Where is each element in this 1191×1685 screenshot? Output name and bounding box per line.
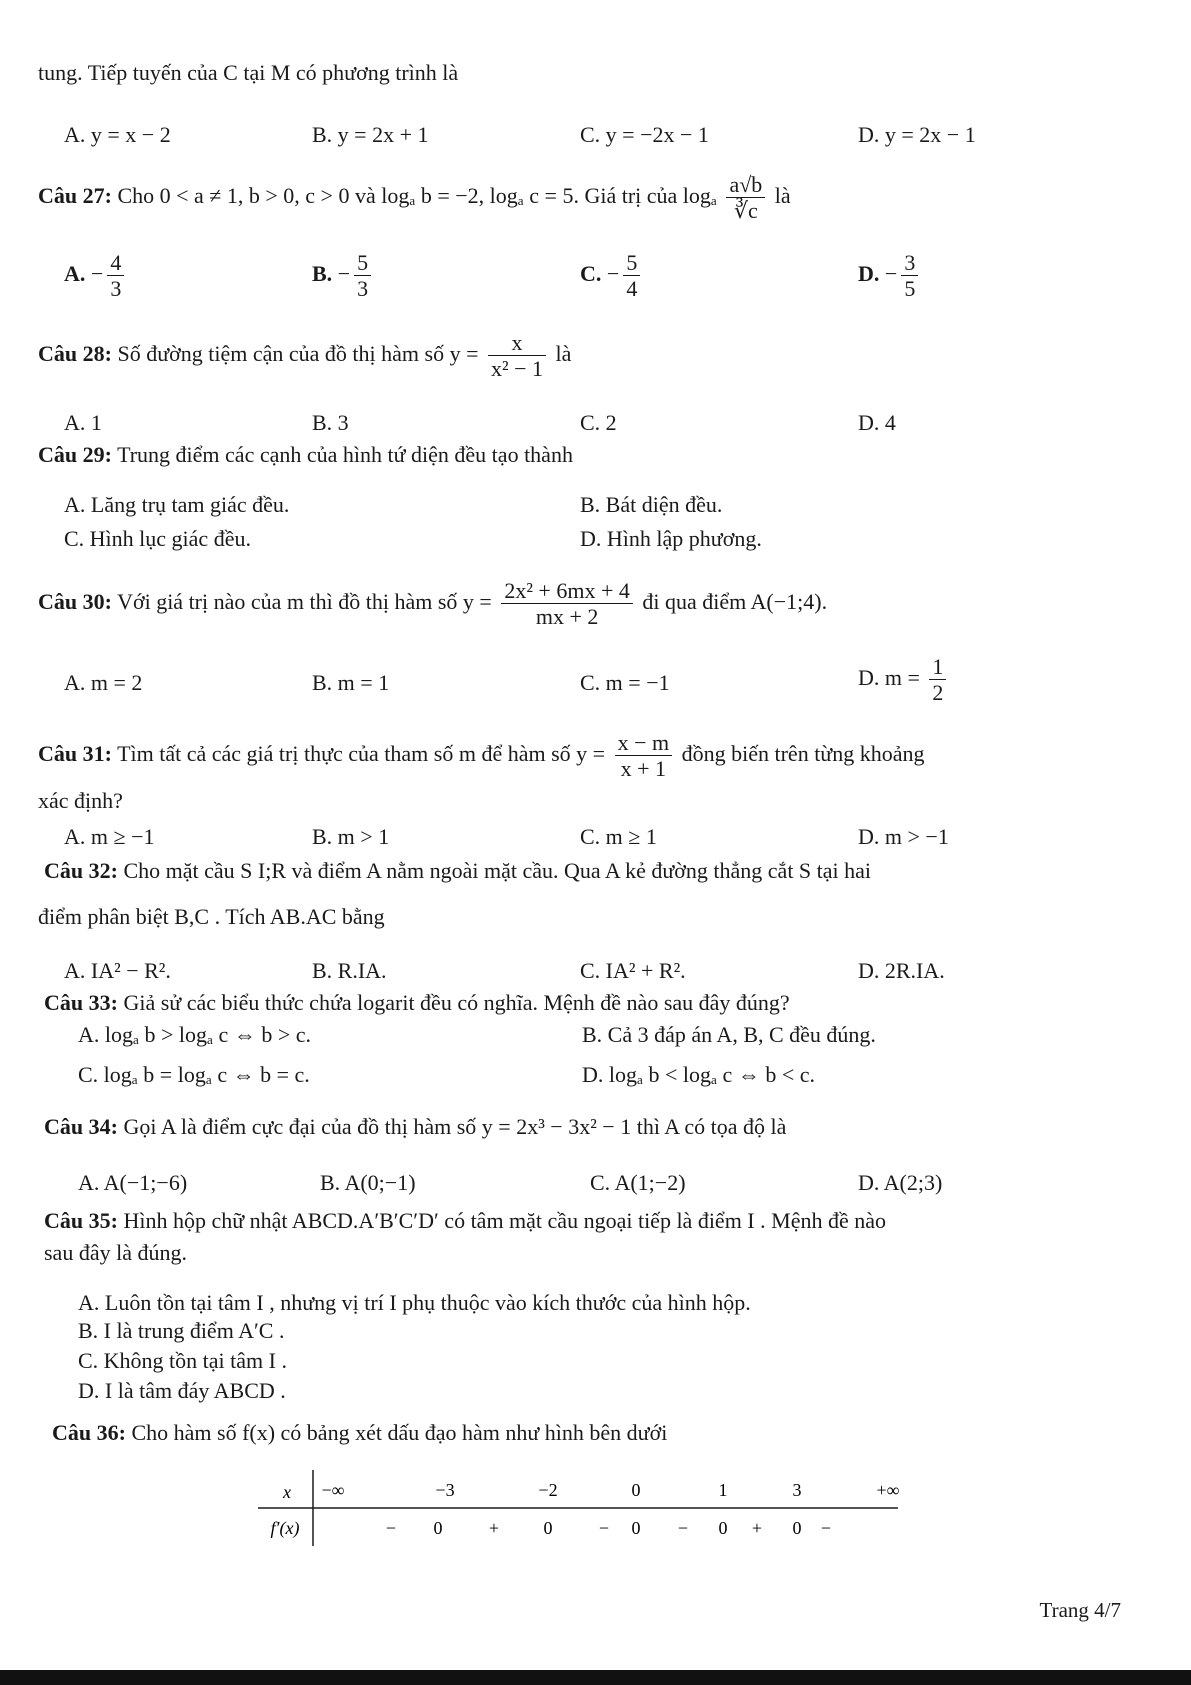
- option-text: B. I là trung điểm A′C .: [78, 1318, 285, 1343]
- fraction: [501, 578, 633, 630]
- option-text: A. m = 2: [64, 670, 143, 695]
- zero-mark: 0: [631, 1518, 641, 1538]
- fraction-denominator: 4: [626, 276, 638, 302]
- option-sign: −: [884, 260, 898, 286]
- page-number: [1040, 1598, 1122, 1623]
- option-letter: C.: [580, 260, 602, 286]
- question-33: [44, 990, 790, 1016]
- question-label: Câu 29:: [38, 442, 112, 467]
- question-text: Cho hàm số f(x) có bảng xét dấu đạo hàm như hình bên dưới: [131, 1420, 668, 1445]
- q31-option-a: [64, 824, 154, 850]
- intro-option-d: [858, 122, 976, 148]
- question-text: Giả sử các biểu thức chứa logarit đều có nghĩa. Mệnh đề nào sau đây đúng?: [123, 990, 790, 1015]
- fraction-denominator: ∛c: [733, 198, 758, 224]
- x-value: 3: [792, 1480, 802, 1500]
- question-31: [38, 730, 925, 782]
- option-text: B. R.IA.: [312, 958, 387, 983]
- option-text: D. y = 2x − 1: [858, 122, 976, 147]
- option-fraction: [354, 250, 371, 302]
- fraction-numerator: 4: [107, 250, 124, 276]
- q32-option-b: [312, 958, 387, 984]
- fraction-numerator: x − m: [615, 730, 673, 756]
- question-text: Với giá trị nào của m thì đồ thị hàm số y =: [117, 588, 492, 614]
- q29-option-a: [64, 492, 289, 518]
- q31-option-b: [312, 824, 389, 850]
- question-label: Câu 28:: [38, 340, 112, 366]
- question-text: Hình hộp chữ nhật ABCD.A′B′C′D′ có tâm mặt cầu ngoại tiếp là điểm I . Mệnh đề nào: [123, 1208, 886, 1233]
- fraction: [615, 730, 673, 782]
- option-text: B. m = 1: [312, 670, 390, 695]
- x-values: [322, 1480, 900, 1500]
- option-text: D. m =: [858, 664, 920, 690]
- option-text: D. I là tâm đáy ABCD .: [78, 1378, 286, 1403]
- q35-option-c: [78, 1348, 287, 1374]
- fraction-numerator: a√b: [726, 172, 765, 198]
- option-text: C. IA² + R².: [580, 958, 686, 983]
- q34-option-b: [320, 1170, 416, 1196]
- option-fraction: [901, 250, 918, 302]
- option-text: D. m > −1: [858, 824, 949, 849]
- option-text: A. IA² − R².: [64, 958, 171, 983]
- q33-option-c: [78, 1062, 310, 1088]
- q28-option-d: [858, 410, 896, 436]
- fraction-denominator: 3: [110, 276, 122, 302]
- q32-option-d: [858, 958, 945, 984]
- question-label: Câu 30:: [38, 588, 112, 614]
- option-letter: D.: [858, 260, 880, 286]
- fraction-denominator: mx + 2: [535, 604, 599, 630]
- q33-option-a: [78, 1022, 311, 1048]
- q27-option-b: [312, 250, 375, 302]
- question-text-end: đồng biến trên từng khoảng: [681, 740, 925, 766]
- question-text: Tìm tất cả các giá trị thực của tham số m để hàm số y =: [117, 740, 606, 766]
- sign-mark: −: [385, 1518, 397, 1538]
- option-text: C. Không tồn tại tâm I .: [78, 1348, 287, 1373]
- q31-option-c: [580, 824, 657, 850]
- fraction-denominator: x² − 1: [490, 356, 543, 382]
- x-value: −2: [538, 1480, 558, 1500]
- option-text: B. Cả 3 đáp án A, B, C đều đúng.: [582, 1022, 876, 1047]
- fraction-numerator: 5: [623, 250, 640, 276]
- intro-text: [38, 60, 458, 86]
- q27-option-d: [858, 250, 922, 302]
- option-text: A. y = x − 2: [64, 122, 171, 147]
- option-text: C. m = −1: [580, 670, 670, 695]
- question-label: Câu 35:: [44, 1208, 118, 1233]
- q30-option-b: [312, 670, 389, 696]
- option-text: A. A(−1;−6): [78, 1170, 188, 1195]
- option-text: A. m ≥ −1: [64, 824, 155, 849]
- option-sign: −: [90, 260, 104, 286]
- q33-option-d: [582, 1062, 815, 1088]
- option-sign: −: [337, 260, 351, 286]
- q28-option-a: [64, 410, 102, 436]
- question-text: sau đây là đúng.: [44, 1240, 187, 1265]
- question-label: Câu 33:: [44, 990, 118, 1015]
- q34-option-d: [858, 1170, 942, 1196]
- zero-mark: 0: [433, 1518, 443, 1538]
- q32-option-c: [580, 958, 686, 984]
- q34-option-a: [78, 1170, 187, 1196]
- sign-mark: −: [598, 1518, 610, 1538]
- option-letter: A.: [64, 260, 86, 286]
- intro-option-a: [64, 122, 171, 148]
- zero-mark: 0: [792, 1518, 802, 1538]
- intro-option-c: [580, 122, 709, 148]
- sign-mark: +: [488, 1518, 500, 1538]
- option-fraction: [623, 250, 640, 302]
- question-31-line2: [38, 788, 123, 814]
- x-value: 0: [631, 1480, 641, 1500]
- fraction-numerator: 3: [901, 250, 918, 276]
- q29-option-d: [580, 526, 762, 552]
- question-35: [44, 1208, 886, 1234]
- q28-option-b: [312, 410, 349, 436]
- sign-table: [0, 1470, 1191, 1580]
- option-sign: −: [606, 260, 620, 286]
- question-text-end: là: [555, 340, 572, 366]
- fraction-denominator: x + 1: [620, 756, 667, 782]
- question-label: Câu 34:: [44, 1114, 118, 1139]
- q28-option-c: [580, 410, 617, 436]
- zero-mark: 0: [543, 1518, 553, 1538]
- q30-option-a: [64, 670, 142, 696]
- x-value: 1: [718, 1480, 728, 1500]
- question-36: [52, 1420, 667, 1446]
- q33-option-b: [582, 1022, 876, 1048]
- question-text: xác định?: [38, 788, 123, 813]
- sign-values: [386, 1518, 831, 1538]
- question-text: Trung điểm các cạnh của hình tứ diện đều tạo thành: [117, 442, 573, 467]
- fraction-denominator: 5: [904, 276, 916, 302]
- row-label-fprime: f′(x): [270, 1518, 300, 1538]
- option-text: C. A(1;−2): [590, 1170, 686, 1195]
- q27-option-a: [64, 250, 128, 302]
- question-35-line2: [44, 1240, 187, 1266]
- q27-option-c: [580, 250, 644, 302]
- q32-option-a: [64, 958, 171, 984]
- question-text: Cho mặt cầu S I;R và điểm A nằm ngoài mặt cầu. Qua A kẻ đường thẳng cắt S tại hai: [123, 858, 872, 883]
- option-fraction: [107, 250, 124, 302]
- question-27: [38, 172, 791, 224]
- option-text: C. logₐ b = logₐ c ⇔ b = c.: [78, 1062, 310, 1087]
- row-label-x: x: [283, 1482, 291, 1502]
- option-text: C. m ≥ 1: [580, 824, 657, 849]
- q29-option-c: [64, 526, 251, 552]
- option-fraction: [929, 654, 946, 706]
- option-text: D. A(2;3): [858, 1170, 943, 1195]
- x-value: −3: [435, 1480, 455, 1500]
- fraction-denominator: 3: [357, 276, 369, 302]
- fraction-numerator: 5: [354, 250, 371, 276]
- sign-mark: −: [677, 1518, 689, 1538]
- question-32: [44, 858, 871, 884]
- option-text: C. Hình lục giác đều.: [64, 526, 251, 551]
- option-text: B. m > 1: [312, 824, 390, 849]
- question-32-line2: [38, 904, 385, 930]
- option-text: C. y = −2x − 1: [580, 122, 709, 147]
- question-28: [38, 330, 571, 382]
- q30-option-c: [580, 670, 670, 696]
- option-text: B. Bát diện đều.: [580, 492, 723, 517]
- fraction: [726, 172, 765, 224]
- sign-mark: +: [751, 1518, 763, 1538]
- question-text: Cho 0 < a ≠ 1, b > 0, c > 0 và logₐ b = −2, logₐ c = 5. Giá trị của logₐ: [117, 182, 717, 208]
- fraction-numerator: 2x² + 6mx + 4: [501, 578, 633, 604]
- option-text: B. A(0;−1): [320, 1170, 416, 1195]
- fraction-numerator: 1: [929, 654, 946, 680]
- q35-option-a: [78, 1290, 751, 1316]
- option-text: B. 3: [312, 410, 349, 435]
- bottom-scan-edge: [0, 1670, 1191, 1685]
- q35-option-b: [78, 1318, 284, 1344]
- option-text: D. 2R.IA.: [858, 958, 945, 983]
- option-text: A. 1: [64, 410, 102, 435]
- option-text: C. 2: [580, 410, 617, 435]
- fraction-denominator: 2: [932, 680, 944, 706]
- page-number-text: Trang 4/7: [1039, 1598, 1121, 1622]
- sign-mark: −: [820, 1518, 832, 1538]
- option-text: D. Hình lập phương.: [580, 526, 762, 551]
- question-text-end: đi qua điểm A(−1;4).: [642, 588, 828, 614]
- option-text: A. Luôn tồn tại tâm I , nhưng vị trí I phụ thuộc vào kích thước của hình hộp.: [78, 1290, 751, 1315]
- question-label: Câu 27:: [38, 182, 112, 208]
- fraction-numerator: x: [488, 330, 546, 356]
- question-label: Câu 32:: [44, 858, 118, 883]
- question-30: [38, 578, 827, 630]
- option-text: A. Lăng trụ tam giác đều.: [64, 492, 290, 517]
- question-text-end: là: [774, 182, 791, 208]
- question-text: Gọi A là điểm cực đại của đồ thị hàm số y = 2x³ − 3x² − 1 thì A có tọa độ là: [123, 1114, 787, 1139]
- option-text: D. logₐ b < logₐ c ⇔ b < c.: [582, 1062, 815, 1087]
- option-letter: B.: [312, 260, 333, 286]
- q29-option-b: [580, 492, 722, 518]
- question-29: [38, 442, 573, 468]
- intro-option-b: [312, 122, 429, 148]
- fraction: [488, 330, 546, 382]
- question-34: [44, 1114, 786, 1140]
- q34-option-c: [590, 1170, 686, 1196]
- x-value: −∞: [321, 1480, 345, 1500]
- question-text: điểm phân biệt B,C . Tích AB.AC bằng: [38, 904, 385, 929]
- option-text: B. y = 2x + 1: [312, 122, 429, 147]
- q31-option-d: [858, 824, 949, 850]
- question-label: Câu 31:: [38, 740, 112, 766]
- question-label: Câu 36:: [52, 1420, 126, 1445]
- intro-sentence: tung. Tiếp tuyến của C tại M có phương trình là: [38, 60, 459, 85]
- q35-option-d: [78, 1378, 286, 1404]
- zero-mark: 0: [718, 1518, 728, 1538]
- x-value: +∞: [876, 1480, 900, 1500]
- question-text: Số đường tiệm cận của đồ thị hàm số y =: [117, 340, 479, 366]
- option-text: D. 4: [858, 410, 896, 435]
- q30-option-d: [858, 654, 950, 706]
- option-text: A. logₐ b > logₐ c ⇔ b > c.: [78, 1022, 311, 1047]
